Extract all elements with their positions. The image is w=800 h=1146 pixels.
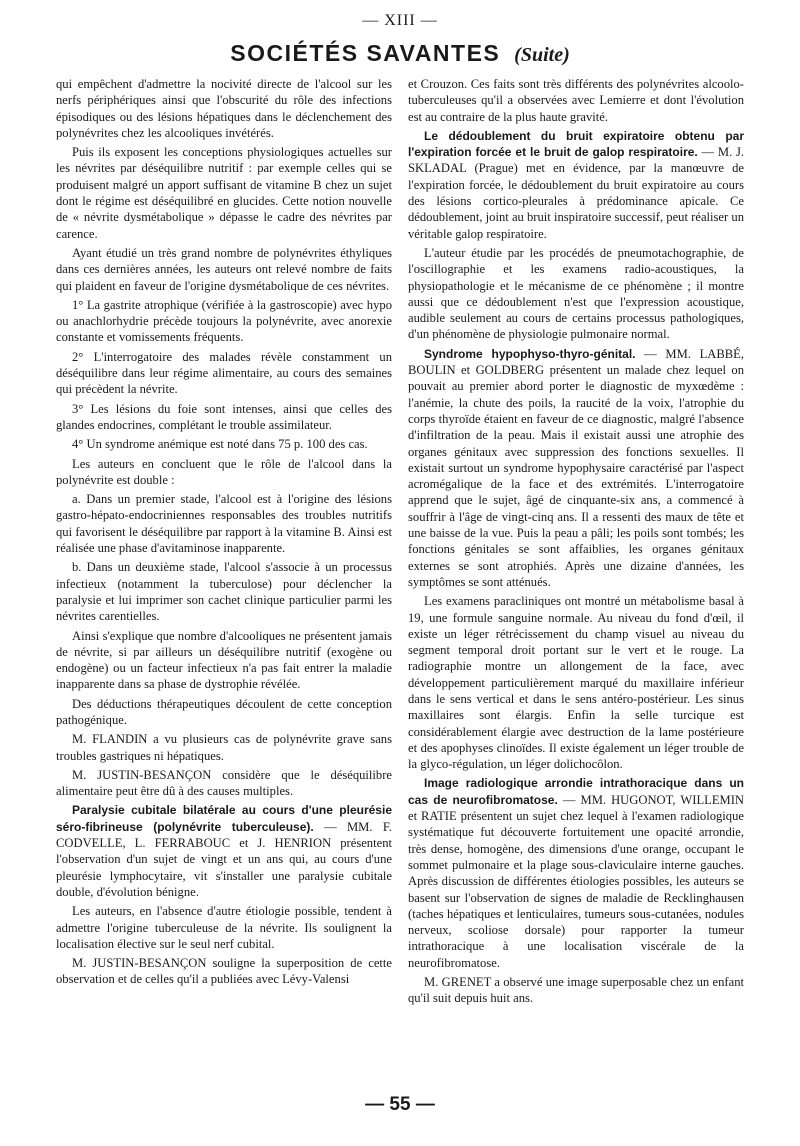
paragraph: Les examens paracliniques ont montré un métabolisme basal à 19, une formule sanguine normale. Au niveau du fond d'œil, il existe un léger rétrécissement du champ visuel au niveau du segment temporal droit portant sur le vert et le rouge. La radiographie montre un allongement de la face, avec développement particulièrement marqué du maxillaire inférieur dans le sens vertical et dans le sens antéro-postérieur. Les sinus maxillaires sont élargis. Enfin la selle turcique est considérablement élargie avec destruction de la lame postérieure et des apophyses clinoïdes. Il existe également un léger trouble de la glyco-régulation, un léger dolichocôlon. bbox=[408, 594, 744, 772]
paragraph: a. Dans un premier stade, l'alcool est à l'origine des lésions gastro-hépato-endocriniennes responsables des troubles nutritifs qui favorisent le déséquilibre par rapport à la vitamine B. Ainsi est réalisée une phase d'avitaminose inapparente. bbox=[56, 492, 392, 556]
section-heading: Image radiologique arrondie intrathoracique dans un cas de neurofibromatose. bbox=[408, 776, 744, 807]
paragraph: M. FLANDIN a vu plusieurs cas de polynévrite grave sans troubles gastriques ni hépatiques. bbox=[56, 732, 392, 763]
paragraph: Les auteurs en concluent que le rôle de l'alcool dans la polynévrite est double : bbox=[56, 456, 392, 487]
running-head bbox=[0, 40, 800, 67]
section-entry bbox=[408, 346, 744, 590]
section-heading: Paralysie cubitale bilatérale au cours d'une pleurésie séro-fibrineuse (polynévrite tuberculeuse). bbox=[56, 803, 392, 834]
paragraph: b. Dans un deuxième stade, l'alcool s'associe à un processus infectieux (notamment la tuberculose) pour déclencher la paralysie et lui imprimer son cachet clinique particulier parmi les névrites carentielles. bbox=[56, 560, 392, 624]
paragraph: Les auteurs, en l'absence d'autre étiologie possible, tendent à admettre l'origine tuberculeuse de la névrite. Ils soulignent la localisation élective sur le seul nerf cubital. bbox=[56, 904, 392, 951]
running-head-title: SOCIÉTÉS SAVANTES bbox=[230, 40, 501, 66]
section-entry bbox=[56, 802, 392, 900]
section-heading: Syndrome hypophyso-thyro-génital. bbox=[424, 346, 636, 361]
roman-page-number: — XIII — bbox=[362, 12, 438, 29]
section-heading: Le dédoublement du bruit expiratoire obtenu par l'expiration forcée et le bruit de galop respiratoire. bbox=[408, 128, 744, 160]
section-body: — M. J. SKLADAL (Prague) met en évidence, par la manœuvre de l'expiration forcée, le dédoublement du bruit expiratoire au cours des lésions cortico-pleurales à prédominance apicale. Ce dédoublement, joint au bruit inspiratoire successif, peut réaliser un véritable galop respiratoire. bbox=[408, 145, 744, 241]
running-head-suffix: (Suite) bbox=[514, 44, 570, 66]
section-entry bbox=[408, 775, 744, 971]
paragraph: 2° L'interrogatoire des malades révèle constamment un déséquilibre dans leur régime alimentaire, au cours des semaines qui précèdent la névrite. bbox=[56, 349, 392, 397]
paragraph: 3° Les lésions du foie sont intenses, ainsi que celles des glandes endocrines, complétant le trouble assimilateur. bbox=[56, 401, 392, 432]
article-columns bbox=[56, 76, 744, 1086]
paragraph: et Crouzon. Ces faits sont très différents des polynévrites alcoolo-tuberculeuses qu'il a observées avec Lemierre et dont l'évolution est au contraire de la plus haute gravité. bbox=[408, 77, 744, 124]
paragraph: L'auteur étudie par les procédés de pneumotachographie, de l'oscillographie et les examens radio-acoustiques, la physiopathologie et le mécanisme de ce phénomène ; il montre aussi que ce dédoublement n'est que l'expression acoustique, audible seulement au cours de certains processus pathologiques, d'un phénomène de physiologie pulmonaire normal. bbox=[408, 245, 744, 342]
paragraph: 4° Un syndrome anémique est noté dans 75 p. 100 des cas. bbox=[72, 437, 368, 452]
folio-page-number: — 55 — bbox=[365, 1094, 435, 1115]
paragraph: Ainsi s'explique que nombre d'alcooliques ne présentent jamais de névrite, si par ailleurs un déséquilibre nutritif (exogène ou endogène) ou un facteur infectieux n'a pas fait entrer la maladie inapparente dans sa phase de dystrophie révélée. bbox=[56, 628, 392, 692]
right-column bbox=[408, 76, 744, 1086]
section-body: — MM. HUGONOT, WILLEMIN et RATIE présentent un sujet chez lequel à l'examen radiologique systématique fut découverte fortuitement une opacité arrondie, très dense, homogène, des dimensions d'une orange, occupant le sommet pulmonaire et la plage sous-claviculaire interne gauches. Après discussion de différentes étiologies possibles, les auteurs se basent sur l'observation de signes de maladie de Recklinghausen (taches hépatiques et lenticulaires, tumeurs sous-cutanées, nodules nerveux, scoliose dorsale) pour rapporter la tumeur intrathoracique à une localisation viscérale de la neurofibromatose. bbox=[408, 792, 744, 970]
paragraph: M. JUSTIN-BESANÇON souligne la superposition de cette observation et de celles qu'il a publiées avec Lévy-Valensi bbox=[56, 956, 392, 987]
section-body: — MM. LABBÉ, BOULIN et GOLDBERG présentent un malade chez lequel on pouvait au premier abord porter le diagnostic de myxœdème : l'anémie, la chute des poils, la raucité de la voix, l'atrophie du corps thyroïde étaient en faveur de ce diagnostic, malgré l'absence d'infiltration de la peau. Mais il existait aussi une atrophie des organes génitaux avec suppression des fonctions sexuelles. Il existait surtout un syndrome hypophysaire caractérisé par l'aspect acromégalique de la face et des extrémités. L'interrogatoire apprend que le sujet, âgé de cinquante-six ans, a commencé à souffrir à l'âge de vingt-cinq ans. Il a ressenti des maux de tête et une baisse de la vue. Puis la peau a pâli; les poils sont tombés; les fonctions génitales se sont affaiblies, les organes génitaux externes se sont atrophiés. Après une dizaine d'années, les symptômes se sont atténués. bbox=[408, 346, 744, 589]
paragraph: qui empêchent d'admettre la nocivité directe de l'alcool sur les nerfs périphériques ainsi que l'obscurité du rôle des infections épisodiques ou des lésions hépatiques dans le déclenchement des polynévrites chez les alcooliques invétérés. bbox=[56, 77, 392, 140]
left-column bbox=[56, 76, 392, 1086]
paragraph: 1° La gastrite atrophique (vérifiée à la gastroscopie) avec hypo ou anachlorhydrie précède toujours la polynévrite, avec anorexie constante et vomissements fréquents. bbox=[56, 297, 392, 345]
paragraph: M. JUSTIN-BESANÇON considère que le déséquilibre alimentaire peut être dû à des causes multiples. bbox=[56, 767, 392, 799]
paragraph: M. GRENET a observé une image superposable chez un enfant qu'il suit depuis huit ans. bbox=[408, 975, 744, 1006]
paragraph: Ayant étudié un très grand nombre de polynévrites éthyliques dans ces dernières années, les auteurs ont relevé nombre de faits qui plaident en faveur de l'origine dysmétabolique de ces névrites. bbox=[56, 245, 392, 293]
paragraph: Puis ils exposent les conceptions physiologiques actuelles sur les névrites par déséquilibre nutritif : par exemple celles qui se produisent malgré un apport suffisant de vitamine B chez un sujet dont le régime est déséquilibré en glucides. Cette notion nouvelle de « névrite dysmétabolique » dépasse le cadre des névrites par carence. bbox=[56, 145, 392, 241]
paragraph: Des déductions thérapeutiques découlent de cette conception pathogénique. bbox=[56, 696, 392, 727]
section-body: — MM. F. CODVELLE, L. FERRABOUC et J. HENRION présentent l'observation d'un sujet de vingt et un ans qui, au cours d'une pleurésie lymphocytaire, vit s'installer une paralysie cubitale double, d'évolution bénigne. bbox=[56, 819, 392, 899]
section-entry bbox=[408, 128, 744, 242]
